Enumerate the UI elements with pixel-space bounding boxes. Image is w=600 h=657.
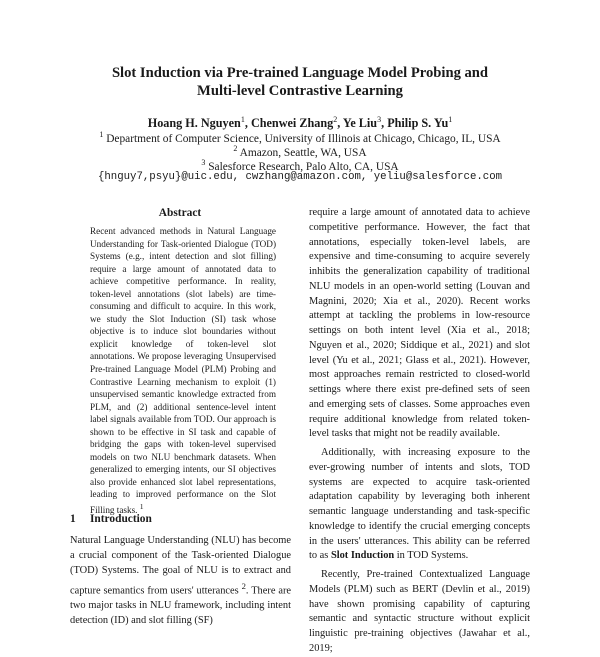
affiliation-text: Amazon, Seattle, WA, USA [239,146,367,159]
author-affiliation-mark: 1 [448,115,453,124]
abstract-text: Recent advanced methods in Natural Language Understanding for Task-oriented Dialogue (TOD) Systems (e.g., intent detection and slot filling) require a large amount of annotated data to achieve competitive performance. In reality, token-level annotations (slot labels) are time-consuming and difficult to acquire. In this work, we study the Slot Induction (SI) task whose objective is to induce slot boundaries without explicit knowledge of token-level slot annotations. We propose leveraging Unsupervised Pre-trained Language Model (PLM) Probing and Contrastive Learning mechanism to exploit (1) unsupervised semantic knowledge extracted from PLM, and (2) additional sentence-level intent label signals available from TOD. Our approach is shown to be effective in SI task and capable of bridging the gaps with token-level supervised models on two NLU benchmark datasets. When generalized to emerging intents, our SI objectives also provide enhanced slot label representations, leading to improved performance on the Slot Filling tasks. [90,226,276,516]
right-column [309,206,530,657]
section-title: Introduction [90,513,152,525]
footnote-mark: 2 [241,580,246,591]
affiliation-mark: 2 [233,144,238,153]
right-paragraph-2 [309,446,530,564]
paragraph-text: Additionally, with increasing exposure to the ever-growing number of intents and slots, TOD systems are expected to acquire task-oriented adaptation capability by leveraging both inherent semantic language understanding and task-specific knowledge to identify the crucial emerging concepts in the users' utterances. This ability can be referred to as [309,447,530,562]
author-name: Ye Liu [342,116,378,131]
affiliation-mark: 1 [99,130,104,139]
author-affiliation-mark: 1 [240,115,245,124]
abstract-heading: Abstract [158,207,202,219]
abstract-body [90,225,276,517]
author-name: Philip S. Yu [387,116,449,131]
affiliation-mark: 3 [201,158,206,167]
author-name: Hoang H. Nguyen [147,116,241,131]
author-emails: {hnguy7,psyu}@uic.edu, cwzhang@amazon.com, yeliu@salesforce.com [97,171,503,183]
section-number: 1 [70,513,76,525]
affiliation-text: Salesforce Research, Palo Alto, CA, USA [208,160,399,173]
right-paragraph-1: require a large amount of annotated data to achieve competitive performance. However, the fact that annotations, especially token-level labels, are expensive and time-consuming to acquire severely inhibits the generalization capability of traditional NLU models in an open-world setting (Louvan and Magnini, 2020; Xia et al., 2020). Recent works attempt at tackling the problems in low-resource settings on both intent level (Xia et al., 2018; Nguyen et al., 2020; Siddique et al., 2021) and slot level (Yu et al., 2021; Glass et al., 2021). However, most approaches remain restricted to closed-world settings where there exist pre-defined sets of seen and emerging sets of classes. Some approaches even require additional knowledge from related token-level tasks that might not be readily available. [309,207,530,440]
intro-text-tail: . There are two major tasks in NLU framework, including intent detection (ID) and slot filling (SF) [70,585,292,627]
introduction-body [70,533,291,629]
paper-title-line1: Slot Induction via Pre-trained Language Model Probing and [111,65,489,81]
author-affiliation-mark: 3 [377,115,382,124]
author-list: Hoang H. Nguyen$^1$, Chenwei Zhang$^2$, Ye Liu$^3$, Philip S. Yu$^1$ [147,115,453,131]
paragraph-text: in TOD Systems. [394,550,469,562]
author-name: Chenwei Zhang [250,116,334,131]
emphasis-slot-induction: Slot Induction [330,550,395,562]
affiliation-text: Department of Computer Science, University of Illinois at Chicago, Chicago, IL, USA [106,132,501,145]
paper-title-line2: Multi-level Contrastive Learning [197,83,403,99]
section-heading-introduction [70,513,152,525]
intro-text: Natural Language Understanding (NLU) has become a crucial component of the Task-oriented Dialogue (TOD) Systems. The goal of NLU is to extract and capture semantics from users' utterances [70,535,291,597]
right-paragraph-3: Recently, Pre-trained Contextualized Language Models (PLM) such as BERT (Devlin et al., 2019) have shown promising capability of capturing semantic and syntactic structure without explicit linguistic pre-training objectives (Jawahar et al., 2019; [309,569,530,654]
author-affiliation-mark: 2 [333,115,338,124]
footnote-mark: 1 [139,502,144,512]
